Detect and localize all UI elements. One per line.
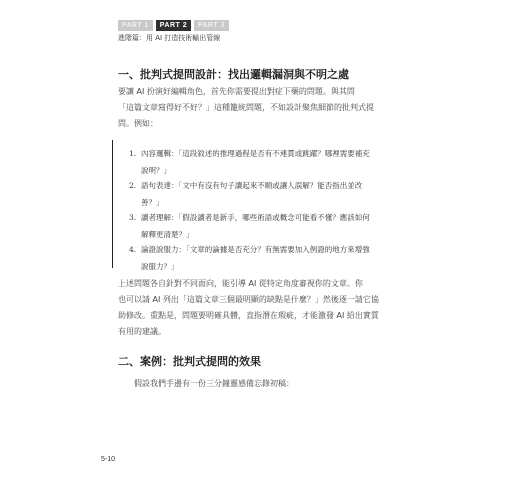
question-number: 1. [129, 149, 137, 158]
question-number: 3. [129, 213, 137, 222]
question-text: 語句表達：「文中有沒有句子讀起來不順或讓人誤解？能否指出並改 [141, 181, 363, 190]
part-tabs [118, 20, 229, 31]
page-number: 5-10 [101, 456, 116, 463]
question-number: 4. [129, 245, 137, 254]
question-text-cont: 解釋更清楚？」 [141, 230, 194, 239]
part-tab-1: PART 1 [118, 20, 153, 31]
intro-line: 「這篇文章寫得好不好？」這種籠統問題，不如設計聚焦細節的批判式提 [118, 103, 374, 112]
section-2-heading: 二、案例：批判式提問的效果 [118, 355, 261, 368]
conclusion-line: 有用的建議。 [118, 327, 166, 336]
conclusion-line: 也可以請 AI 列出「這篇文章三個最明顯的缺點是什麼？」然後逐一請它協 [118, 295, 379, 304]
question-text-cont: 善？」 [141, 198, 164, 207]
part-tab-2-active: PART 2 [156, 20, 191, 31]
part-tab-3: PART 3 [194, 20, 229, 31]
question-item [129, 177, 362, 211]
question-text-cont: 說服力？」 [141, 262, 179, 271]
chapter-subtitle: 進階篇：用 AI 打造技術輸出管線 [118, 34, 221, 42]
question-item [129, 209, 370, 243]
section-1-intro [118, 84, 408, 132]
question-text: 論證說服力：「文章的論據是否充分？有無需要加入例證的地方來增強 [141, 245, 370, 254]
conclusion-line: 上述問題各自針對不同面向，能引導 AI 從特定角度審視你的文章。你 [118, 279, 363, 288]
question-list-box [112, 140, 417, 271]
intro-line: 問。例如： [118, 119, 158, 128]
section-1-heading: 一、批判式提問設計：找出邏輯漏洞與不明之處 [118, 68, 349, 81]
question-item [129, 145, 370, 179]
question-item [129, 241, 370, 275]
question-text: 內容邏輯：「這段敘述的推理過程是否有不連貫或跳躍？哪裡需要補充 [141, 149, 370, 158]
question-text-cont: 說明？」 [141, 166, 171, 175]
section-2-intro [118, 376, 408, 392]
section-1-conclusion [118, 276, 408, 340]
intro-line: 要讓 AI 扮演好編輯角色，首先你需要提出對症下藥的問題。與其問 [118, 87, 355, 96]
question-number: 2. [129, 181, 137, 190]
conclusion-line: 助修改。重點是，問題要明確具體，直指潛在瑕疵，才能激發 AI 給出實質 [118, 311, 379, 320]
question-text: 讀者理解：「假設讀者是新手，哪些術語或概念可能看不懂？應該如何 [141, 213, 370, 222]
section-2-intro-text: 假設我們手邊有一份三分鐘靈感備忘錄初稿： [134, 379, 294, 388]
